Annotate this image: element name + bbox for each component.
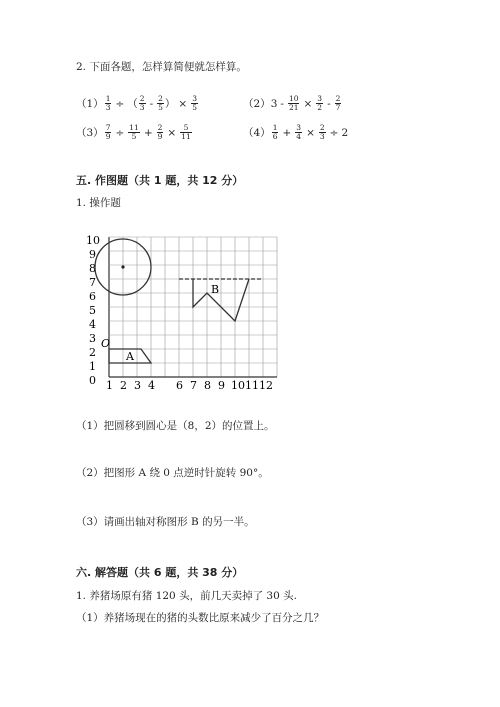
x-tick-label: 1 (106, 379, 113, 392)
y-tick-label: 0 (89, 374, 96, 387)
operator: ÷ (115, 97, 125, 110)
problem-3-label: （3） (76, 127, 104, 139)
paren: （ (127, 98, 138, 110)
problem-4 (243, 124, 348, 141)
y-tick-label: 7 (89, 276, 96, 289)
task-2: （2）把图形 A 绕 0 点逆时针旋转 90°。 (76, 467, 269, 479)
y-tick-label: 4 (89, 318, 96, 331)
question-1: 1. 养猪场原有猪 120 头，前几天卖掉了 30 头. (76, 590, 297, 602)
x-tick-label: 3 (134, 379, 141, 392)
fraction: $\frac{3}{5}$ (192, 94, 197, 112)
fraction: $\frac{1}{3}$ (105, 94, 111, 112)
operator: × (167, 126, 177, 139)
section-6-heading: 六. 解答题（共 6 题，共 38 分） (76, 566, 244, 579)
fraction: $\frac{2}{7}$ (335, 94, 341, 112)
coordinate-grid (86, 232, 286, 392)
task-3: （3）请画出轴对称图形 B 的另一半。 (76, 516, 255, 528)
x-tick-label: 7 (190, 379, 197, 392)
x-tick-label: 8 (204, 379, 211, 392)
x-tick-label: 6 (176, 379, 183, 392)
problem-1 (76, 95, 199, 112)
y-tick-label: 5 (89, 304, 96, 317)
fraction: $\frac{2}{3}$ (319, 123, 325, 141)
section-5-heading: 五. 作图题（共 1 题，共 12 分） (76, 174, 244, 187)
operator: × (303, 97, 313, 110)
problem-1-label: （1） (76, 98, 104, 110)
operator: + (282, 126, 292, 139)
section-5-subtitle: 1. 操作题 (76, 197, 121, 209)
y-tick-label: 8 (89, 262, 96, 275)
fraction: $\frac{3}{4}$ (296, 123, 302, 141)
fraction: $\frac{7}{9}$ (105, 123, 111, 141)
number: 3 (270, 97, 278, 110)
x-tick-label: 2 (120, 379, 127, 392)
fraction: $\frac{2}{5}$ (158, 94, 163, 112)
fraction: $\frac{1}{6}$ (272, 123, 278, 141)
problem-4-label: （4） (243, 127, 271, 139)
operator: - (149, 97, 154, 110)
y-tick-label: 6 (89, 290, 96, 303)
y-tick-label: 2 (89, 346, 96, 359)
x-tick-label: 9 (218, 379, 225, 392)
operator: × (178, 97, 188, 110)
x-axis-labels (106, 379, 273, 392)
operator: ÷ (329, 126, 339, 139)
y-tick-label: 10 (86, 234, 100, 247)
number: 2 (341, 126, 349, 139)
question-1-part-1: （1）养猪场现在的猪的头数比原来减少了百分之几？ (76, 612, 325, 624)
x-tick-label: 12 (259, 379, 273, 392)
problem-3 (76, 124, 193, 141)
circle-center-point (121, 265, 124, 268)
fraction: $\frac{10}{21}$ (288, 94, 299, 112)
operator: × (306, 126, 315, 139)
fraction: $\frac{2}{3}$ (139, 94, 145, 112)
fraction: $\frac{3}{2}$ (317, 94, 323, 112)
problem-2-label: （2） (243, 98, 271, 110)
y-tick-label: 9 (89, 248, 96, 261)
operator: ÷ (115, 126, 125, 139)
operator: + (143, 126, 153, 139)
task-1: （1）把圆移到圆心是（8，2）的位置上。 (76, 420, 275, 432)
operator: - (327, 97, 331, 110)
y-axis-labels (86, 234, 100, 387)
q2-title: 2. 下面各题，怎样算简便就怎样算。 (76, 61, 247, 73)
fraction: $\frac{5}{11}$ (181, 123, 191, 141)
problem-2 (243, 95, 342, 112)
paren: ） (164, 98, 176, 110)
fraction: $\frac{11}{5}$ (129, 123, 139, 141)
y-tick-label: 1 (89, 360, 96, 373)
fraction: $\frac{2}{9}$ (157, 123, 163, 141)
operator: - (280, 97, 284, 110)
shape-a-label: A (126, 350, 134, 363)
shape-b-label: B (211, 283, 220, 296)
x-tick-label: 11 (245, 379, 259, 392)
x-tick-label: 10 (231, 379, 245, 392)
origin-label: O (101, 337, 111, 350)
x-tick-label: 4 (148, 379, 155, 392)
y-tick-label: 3 (89, 332, 96, 345)
